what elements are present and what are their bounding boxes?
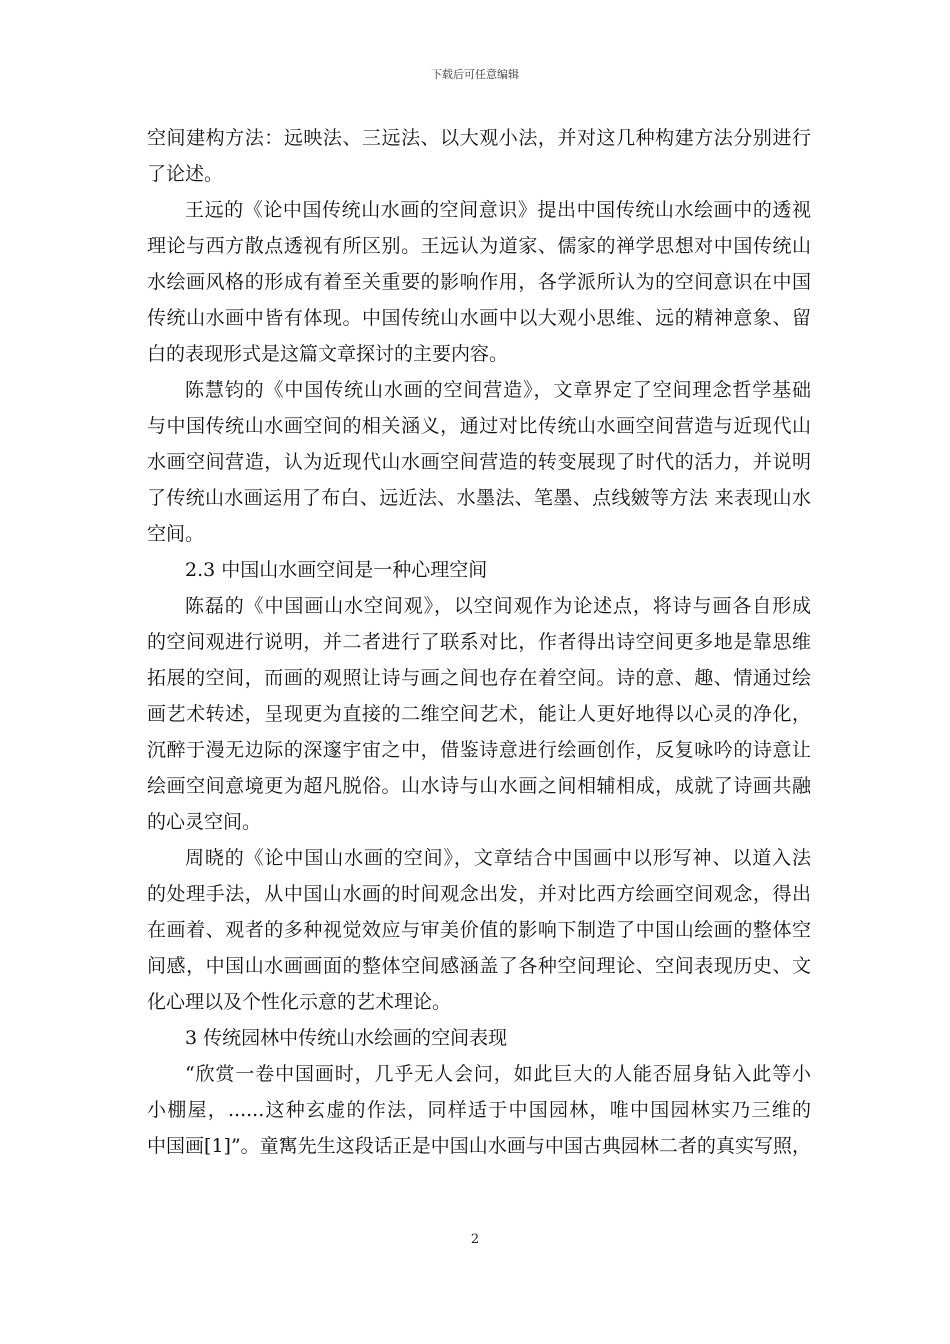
text-line: 空间建构方法：远映法、三远法、以大观小法，并对这几种构建方法分别进行 [147,127,811,149]
text-line: 了传统山水画运用了布白、远近法、水墨法、笔墨、点线皴等方法 来表现山水 [147,487,811,509]
text-line: 水绘画风格的形成有着至关重要的影响作用，各学派所认为的空间意识在中国 [147,271,811,293]
text-line: 小棚屋，......这种玄虚的作法，同样适于中国园林，唯中国园林实乃三维的 [147,1099,811,1121]
paragraph-start-line: 王远的《论中国传统山水画的空间意识》提出中国传统山水绘画中的透视 [185,199,811,221]
text-line: 中国画[1]”。童寯先生这段话正是中国山水画与中国古典园林二者的真实写照， [147,1135,811,1157]
section-heading: 2.3 中国山水画空间是一种心理空间 [185,559,488,581]
page-number: 2 [470,1232,480,1247]
text-line: 画艺术转述，呈现更为直接的二维空间艺术，能让人更好地得以心灵的净化， [147,703,811,725]
paragraph-start-line: 陈磊的《中国画山水空间观》，以空间观作为论述点，将诗与画各自形成 [185,595,811,617]
text-line: 的处理手法，从中国山水画的时间观念出发，并对比西方绘画空间观念，得出 [147,883,811,905]
text-line: 空间。 [147,523,205,545]
text-line: 水画空间营造，认为近现代山水画空间营造的转变展现了时代的活力，并说明 [147,451,811,473]
paragraph-start-line: 周晓的《论中国山水画的空间》，文章结合中国画中以形写神、以道入法 [185,847,811,869]
text-line: 的空间观进行说明，并二者进行了联系对比，作者得出诗空间更多地是靠思维 [147,631,811,653]
text-line: 理论与西方散点透视有所区别。王远认为道家、儒家的禅学思想对中国传统山 [147,235,811,257]
text-line: 绘画空间意境更为超凡脱俗。山水诗与山水画之间相辅相成，成就了诗画共融 [147,775,811,797]
text-line: 化心理以及个性化示意的艺术理论。 [147,991,452,1013]
page-header: 下载后可任意编辑 [431,68,519,81]
paragraph-start-line: “欣赏一卷中国画时，几乎无人会问，如此巨大的人能否屈身钻入此等小 [185,1063,811,1085]
text-line: 与中国传统山水画空间的相关涵义，通过对比传统山水画空间营造与近现代山 [147,415,811,437]
text-line: 沉醉于漫无边际的深邃宇宙之中，借鉴诗意进行绘画创作，反复咏吟的诗意让 [147,739,811,761]
text-line: 传统山水画中皆有体现。中国传统山水画中以大观小思维、远的精神意象、留 [147,307,811,329]
paragraph-start-line: 陈慧钧的《中国传统山水画的空间营造》，文章界定了空间理念哲学基础 [185,379,811,401]
text-line: 在画着、观者的多种视觉效应与审美价值的影响下制造了中国山绘画的整体空 [147,919,811,941]
body-text [147,120,811,1164]
section-heading: 3 传统园林中传统山水绘画的空间表现 [185,1027,508,1049]
text-line: 的心灵空间。 [147,811,262,833]
text-line: 间感，中国山水画画面的整体空间感涵盖了各种空间理论、空间表现历史、文 [147,955,811,977]
text-line: 白的表现形式是这篇文章探讨的主要内容。 [147,343,509,365]
text-line: 了论述。 [147,163,224,185]
text-line: 拓展的空间，而画的观照让诗与画之间也存在着空间。诗的意、趣、情通过绘 [147,667,811,689]
